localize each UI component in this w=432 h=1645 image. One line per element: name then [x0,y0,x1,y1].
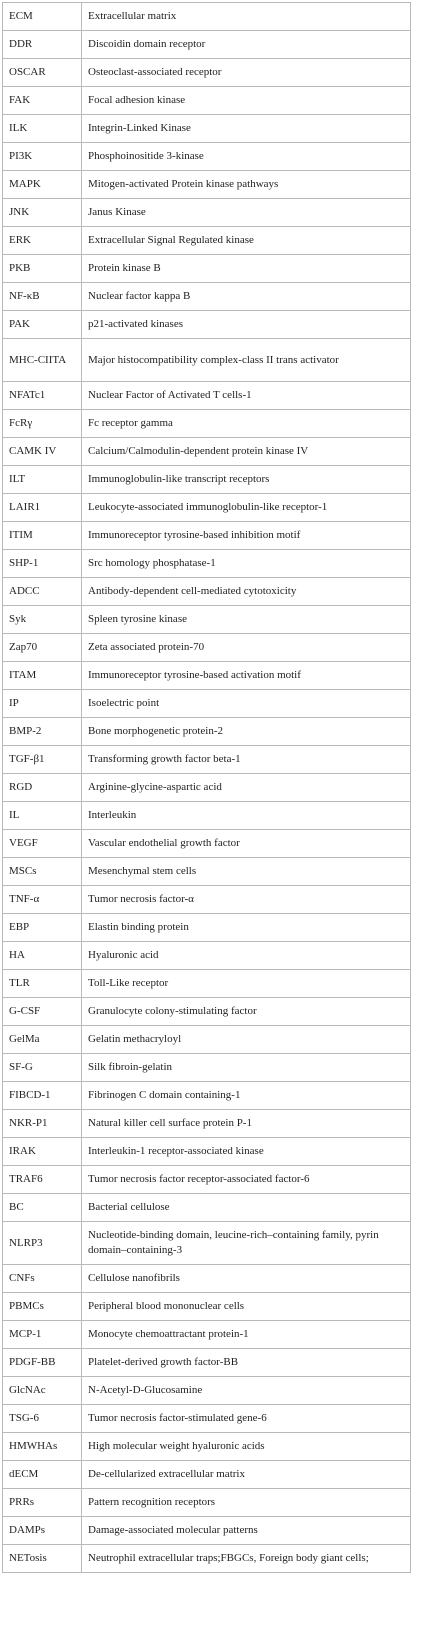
abbreviation-cell: SF-G [3,1054,82,1082]
definition-cell: Damage-associated molecular patterns [82,1517,411,1545]
abbreviation-cell: MHC-CIITA [3,339,82,382]
table-row [3,1321,411,1349]
definition-cell: p21-activated kinases [82,311,411,339]
table-row [3,143,411,171]
abbreviation-cell: PAK [3,311,82,339]
abbreviation-cell: OSCAR [3,59,82,87]
table-row [3,998,411,1026]
table-row [3,578,411,606]
table-row [3,199,411,227]
abbreviation-cell: PKB [3,255,82,283]
definition-cell: Spleen tyrosine kinase [82,606,411,634]
table-row [3,802,411,830]
table-row [3,662,411,690]
definition-cell: Gelatin methacryloyl [82,1026,411,1054]
table-row [3,942,411,970]
abbreviation-cell: HMWHAs [3,1433,82,1461]
abbreviation-cell: ILK [3,115,82,143]
table-row [3,1026,411,1054]
abbreviation-cell: FAK [3,87,82,115]
abbreviation-cell: NKR-P1 [3,1110,82,1138]
abbreviation-cell: EBP [3,914,82,942]
abbreviation-cell: TRAF6 [3,1166,82,1194]
abbreviation-cell: TSG-6 [3,1405,82,1433]
abbreviation-cell: FIBCD-1 [3,1082,82,1110]
abbreviation-cell: IL [3,802,82,830]
definition-cell: Mitogen-activated Protein kinase pathways [82,171,411,199]
definition-cell: Focal adhesion kinase [82,87,411,115]
table-row [3,1545,411,1573]
table-row [3,31,411,59]
abbreviation-cell: GlcNAc [3,1377,82,1405]
definition-cell: Transforming growth factor beta-1 [82,746,411,774]
definition-cell: Mesenchymal stem cells [82,858,411,886]
abbreviation-cell: IP [3,690,82,718]
table-row [3,1293,411,1321]
definition-cell: Platelet-derived growth factor-BB [82,1349,411,1377]
table-row [3,634,411,662]
abbreviation-cell: CNFs [3,1265,82,1293]
definition-cell: Vascular endothelial growth factor [82,830,411,858]
definition-cell: Cellulose nanofibrils [82,1265,411,1293]
definition-cell: Toll-Like receptor [82,970,411,998]
definition-cell: Peripheral blood mononuclear cells [82,1293,411,1321]
definition-cell: Bone morphogenetic protein-2 [82,718,411,746]
definition-cell: Elastin binding protein [82,914,411,942]
table-row [3,494,411,522]
abbreviation-cell: ECM [3,3,82,31]
definition-cell: Pattern recognition receptors [82,1489,411,1517]
table-row [3,1349,411,1377]
table-row [3,1222,411,1265]
definition-cell: Integrin-Linked Kinase [82,115,411,143]
abbreviation-cell: SHP-1 [3,550,82,578]
abbreviation-cell: IRAK [3,1138,82,1166]
abbreviation-cell: ADCC [3,578,82,606]
table-row [3,886,411,914]
table-row [3,1138,411,1166]
abbreviation-cell: ERK [3,227,82,255]
table-row [3,410,411,438]
table-row [3,3,411,31]
abbreviation-cell: GelMa [3,1026,82,1054]
definition-cell: Protein kinase B [82,255,411,283]
definition-cell: Phosphoinositide 3-kinase [82,143,411,171]
definition-cell: Nuclear Factor of Activated T cells-1 [82,382,411,410]
abbreviation-cell: HA [3,942,82,970]
table-row [3,59,411,87]
table-row [3,1489,411,1517]
table-row [3,1377,411,1405]
abbreviation-cell: TGF-β1 [3,746,82,774]
abbreviation-cell: JNK [3,199,82,227]
definition-cell: Extracellular matrix [82,3,411,31]
definition-cell: Fc receptor gamma [82,410,411,438]
definition-cell: Calcium/Calmodulin-dependent protein kinase IV [82,438,411,466]
abbreviation-cell: ITIM [3,522,82,550]
definition-cell: Zeta associated protein-70 [82,634,411,662]
table-row [3,1110,411,1138]
table-row [3,87,411,115]
table-row [3,1517,411,1545]
abbreviation-cell: NF-κB [3,283,82,311]
definition-cell: Granulocyte colony-stimulating factor [82,998,411,1026]
table-row [3,227,411,255]
definition-cell: Osteoclast-associated receptor [82,59,411,87]
table-row [3,746,411,774]
abbreviation-cell: Zap70 [3,634,82,662]
table-row [3,1054,411,1082]
table-row [3,550,411,578]
abbreviation-cell: PRRs [3,1489,82,1517]
abbreviation-cell: PDGF-BB [3,1349,82,1377]
abbreviation-cell: ITAM [3,662,82,690]
abbreviation-cell: TLR [3,970,82,998]
definition-cell: Janus Kinase [82,199,411,227]
abbreviation-cell: DAMPs [3,1517,82,1545]
table-row [3,438,411,466]
table-row [3,774,411,802]
definition-cell: Immunoglobulin-like transcript receptors [82,466,411,494]
definition-cell: Tumor necrosis factor-α [82,886,411,914]
table-row [3,1433,411,1461]
abbreviation-cell: MAPK [3,171,82,199]
definition-cell: Immunoreceptor tyrosine-based inhibition motif [82,522,411,550]
abbreviation-cell: RGD [3,774,82,802]
definition-cell: Tumor necrosis factor receptor-associated factor-6 [82,1166,411,1194]
table-row [3,1405,411,1433]
table-row [3,255,411,283]
definition-cell: Fibrinogen C domain containing-1 [82,1082,411,1110]
abbreviation-cell: PBMCs [3,1293,82,1321]
table-row [3,1194,411,1222]
abbreviation-cell: MCP-1 [3,1321,82,1349]
table-row [3,1166,411,1194]
table-row [3,1461,411,1489]
definition-cell: Monocyte chemoattractant protein-1 [82,1321,411,1349]
definition-cell: Bacterial cellulose [82,1194,411,1222]
abbreviation-table [2,2,411,1573]
definition-cell: Immunoreceptor tyrosine-based activation motif [82,662,411,690]
abbreviation-cell: dECM [3,1461,82,1489]
abbreviation-cell: TNF-α [3,886,82,914]
definition-cell: Tumor necrosis factor-stimulated gene-6 [82,1405,411,1433]
table-row [3,171,411,199]
definition-cell: Neutrophil extracellular traps;FBGCs, Foreign body giant cells; [82,1545,411,1573]
definition-cell: Silk fibroin-gelatin [82,1054,411,1082]
definition-cell: High molecular weight hyaluronic acids [82,1433,411,1461]
table-row [3,830,411,858]
abbreviation-cell: MSCs [3,858,82,886]
table-row [3,311,411,339]
table-row [3,970,411,998]
abbreviation-cell: BMP-2 [3,718,82,746]
definition-cell: Discoidin domain receptor [82,31,411,59]
table-row [3,115,411,143]
table-row [3,382,411,410]
definition-cell: Nuclear factor kappa B [82,283,411,311]
table-row [3,339,411,382]
table-row [3,522,411,550]
abbreviation-cell: G-CSF [3,998,82,1026]
definition-cell: De-cellularized extracellular matrix [82,1461,411,1489]
table-row [3,283,411,311]
definition-cell: Arginine-glycine-aspartic acid [82,774,411,802]
abbreviation-cell: NETosis [3,1545,82,1573]
table-row [3,606,411,634]
abbreviation-cell: BC [3,1194,82,1222]
definition-cell: Src homology phosphatase-1 [82,550,411,578]
definition-cell: Leukocyte-associated immunoglobulin-like receptor-1 [82,494,411,522]
definition-cell: N-Acetyl-D-Glucosamine [82,1377,411,1405]
abbreviation-table-body [3,3,411,1573]
abbreviation-cell: DDR [3,31,82,59]
table-row [3,690,411,718]
table-row [3,858,411,886]
abbreviation-cell: NFATc1 [3,382,82,410]
abbreviation-cell: FcRγ [3,410,82,438]
abbreviation-cell: LAIR1 [3,494,82,522]
table-row [3,718,411,746]
abbreviation-cell: PI3K [3,143,82,171]
table-row [3,1082,411,1110]
definition-cell: Hyaluronic acid [82,942,411,970]
definition-cell: Nucleotide-binding domain, leucine-rich–containing family, pyrin domain–containing-3 [82,1222,411,1265]
table-row [3,1265,411,1293]
abbreviation-cell: Syk [3,606,82,634]
abbreviation-cell: NLRP3 [3,1222,82,1265]
definition-cell: Extracellular Signal Regulated kinase [82,227,411,255]
definition-cell: Interleukin [82,802,411,830]
definition-cell: Interleukin-1 receptor-associated kinase [82,1138,411,1166]
table-row [3,466,411,494]
abbreviation-cell: CAMK IV [3,438,82,466]
definition-cell: Major histocompatibility complex-class II trans activator [82,339,411,382]
abbreviation-cell: VEGF [3,830,82,858]
definition-cell: Natural killer cell surface protein P-1 [82,1110,411,1138]
definition-cell: Isoelectric point [82,690,411,718]
definition-cell: Antibody-dependent cell-mediated cytotoxicity [82,578,411,606]
abbreviation-cell: ILT [3,466,82,494]
table-row [3,914,411,942]
